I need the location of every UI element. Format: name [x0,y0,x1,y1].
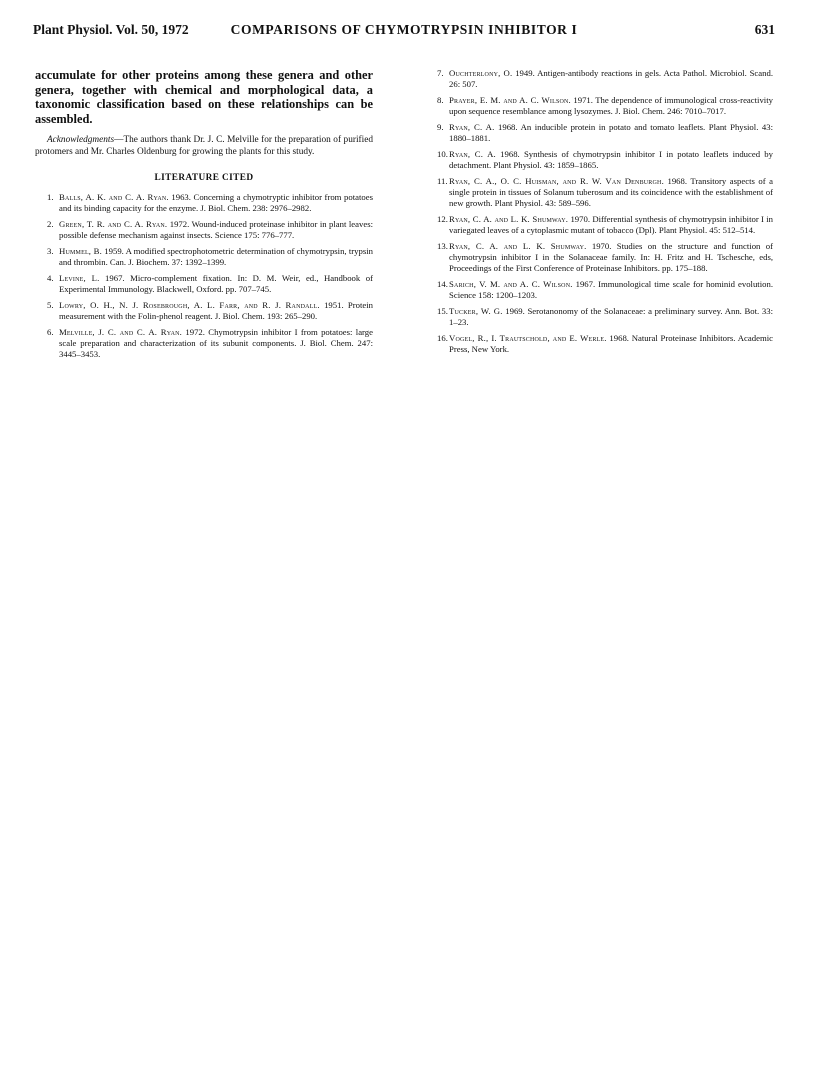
reference-authors: Lowry, O. H., N. J. Rosebrough, A. L. Farr, and R. J. Randall. [59,299,320,310]
right-column [425,68,773,360]
reference-text: 1971. The dependence of immunological cross-reactivity upon sequence resemblance among lysozymes. J. Biol. Chem. 246: 7010–7017. [449,95,773,116]
reference-text: 1970. Studies on the structure and function of chymotrypsin inhibitor I in the Solanaceae family. In: H. Fritz and H. Tschesche, eds, Proceedings of the First Conference of Proteinase Inhibitors. pp. 175–188. [449,241,773,273]
reference-text: 1967. Immunological time scale for hominid evolution. Science 158: 1200–1203. [449,279,773,300]
reference-number: 5. [47,299,54,310]
reference-authors: Hummel, B. [59,245,103,256]
reference-item [425,68,773,90]
reference-number: 12. [437,214,448,224]
reference-item [425,214,773,236]
page-header [33,22,775,44]
reference-text: 1968. Natural Proteinase Inhibitors. Academic Press, New York. [449,333,773,354]
reference-item [425,95,773,117]
reference-number: 10. [437,149,448,159]
reference-authors: Ryan, C. A. and L. K. Shumway. [449,214,569,224]
reference-authors: Balls, A. K. and C. A. Ryan. [59,191,169,202]
reference-number: 1. [47,191,54,202]
left-column [35,68,373,365]
literature-cited-heading: LITERATURE CITED [154,172,254,183]
body-paragraph: accumulate for other proteins among these genera and other genera, together with chemical and morphological data, a taxonomic classification based on these relationships can be assembled. [35,68,373,126]
reference-authors: Ryan, C. A. [449,122,495,132]
reference-number: 6. [47,326,54,337]
reference-item [35,300,373,322]
reference-item [35,273,373,295]
reference-text: 1968. An inducible protein in potato and tomato leaflets. Plant Physiol. 43: 1880–1881. [449,122,773,143]
acknowledgments [35,135,373,158]
reference-authors: Ryan, C. A., O. C. Huisman, and R. W. Van Denburgh. [449,176,664,186]
reference-item [35,219,373,241]
reference-text: 1969. Serotanonomy of the Solanaceae: a preliminary survey. Ann. Bot. 33: 1–23. [449,306,773,327]
reference-text: 1968. Transitory aspects of a single protein in tissues of Solanum tuberosum and its coincidence with the establishment of new growth. Plant Physiol. 43: 589–596. [449,176,774,208]
reference-text: 1963. Concerning a chymotryptic inhibitor from potatoes and its binding capacity for the enzyme. J. Biol. Chem. 238: 2976–2982. [59,191,373,213]
reference-item [425,149,773,171]
reference-authors: Vogel, R., I. Trautschold, and E. Werle. [449,333,607,343]
reference-number: 16. [437,333,448,343]
reference-text: 1970. Differential synthesis of chymotrypsin inhibitor I in variegated leaves of a cytoplasmic mutant of tobacco (Dpl). Plant Physiol. 45: 512–514. [449,214,773,235]
acknowledgments-label: Acknowledgments [47,135,115,146]
reference-item [425,176,773,209]
reference-authors: Ouchterlony, O. [449,68,513,78]
reference-item [425,122,773,144]
reference-text: 1972. Chymotrypsin inhibitor I from potatoes: large scale preparation and characterization of its subunit components. J. Biol. Chem. 247: 3445–3453. [59,326,373,359]
running-title: COMPARISONS OF CHYMOTRYPSIN INHIBITOR I [230,22,578,37]
reference-authors: Levine, L. [59,272,100,283]
reference-authors: Tucker, W. G. [449,306,503,316]
reference-authors: Green, T. R. and C. A. Ryan. [59,218,168,229]
reference-list-left [35,192,373,360]
reference-text: 1949. Antigen-antibody reactions in gels. Acta Pathol. Microbiol. Scand. 26: 507. [449,68,773,89]
reference-text: 1967. Micro-complement fixation. In: D. M. Weir, ed., Handbook of Experimental Immunology. Blackwell, Oxford. pp. 707–745. [59,272,373,294]
reference-number: 11. [437,176,448,186]
reference-item [425,279,773,301]
reference-item [425,241,773,274]
reference-number: 2. [47,218,54,229]
journal-citation: Plant Physiol. Vol. 50, 1972 [33,22,189,37]
reference-number: 9. [437,122,444,132]
reference-authors: Melville, J. C. and C. A. Ryan. [59,326,183,337]
reference-number: 7. [437,68,444,78]
reference-number: 4. [47,272,54,283]
reference-number: 13. [437,241,448,251]
reference-item [425,306,773,328]
reference-authors: Ryan, C. A. and L. K. Shumway. [449,241,587,251]
reference-text: 1959. A modified spectrophotometric determination of chymotrypsin, trypsin and thrombin. Can. J. Biochem. 37: 1392–1399. [59,245,373,267]
page-number: 631 [754,22,775,37]
reference-item [35,246,373,268]
reference-item [35,192,373,214]
reference-number: 15. [437,306,448,316]
reference-number: 3. [47,245,54,256]
reference-authors: Sarich, V. M. and A. C. Wilson. [449,279,573,289]
reference-item [35,327,373,360]
reference-authors: Ryan, C. A. [449,149,496,159]
acknowledgments-text: —The authors thank Dr. J. C. Melville for the preparation of purified protomers and Mr. Charles Oldenburg for growing the plants for this study. [35,135,373,157]
reference-authors: Prayer, E. M. and A. C. Wilson. [449,95,571,105]
reference-number: 8. [437,95,444,105]
reference-text: 1951. Protein measurement with the Folin-phenol reagent. J. Biol. Chem. 193: 265–290. [59,299,373,321]
reference-number: 14. [437,279,448,289]
reference-item [425,333,773,355]
reference-text: 1972. Wound-induced proteinase inhibitor in plant leaves: possible defense mechanism against insects. Science 175: 776–777. [59,218,373,240]
reference-text: 1968. Synthesis of chymotrypsin inhibitor I in potato leaflets induced by detachment. Plant Physiol. 43: 1859–1865. [449,149,773,170]
reference-list-right [425,68,773,355]
